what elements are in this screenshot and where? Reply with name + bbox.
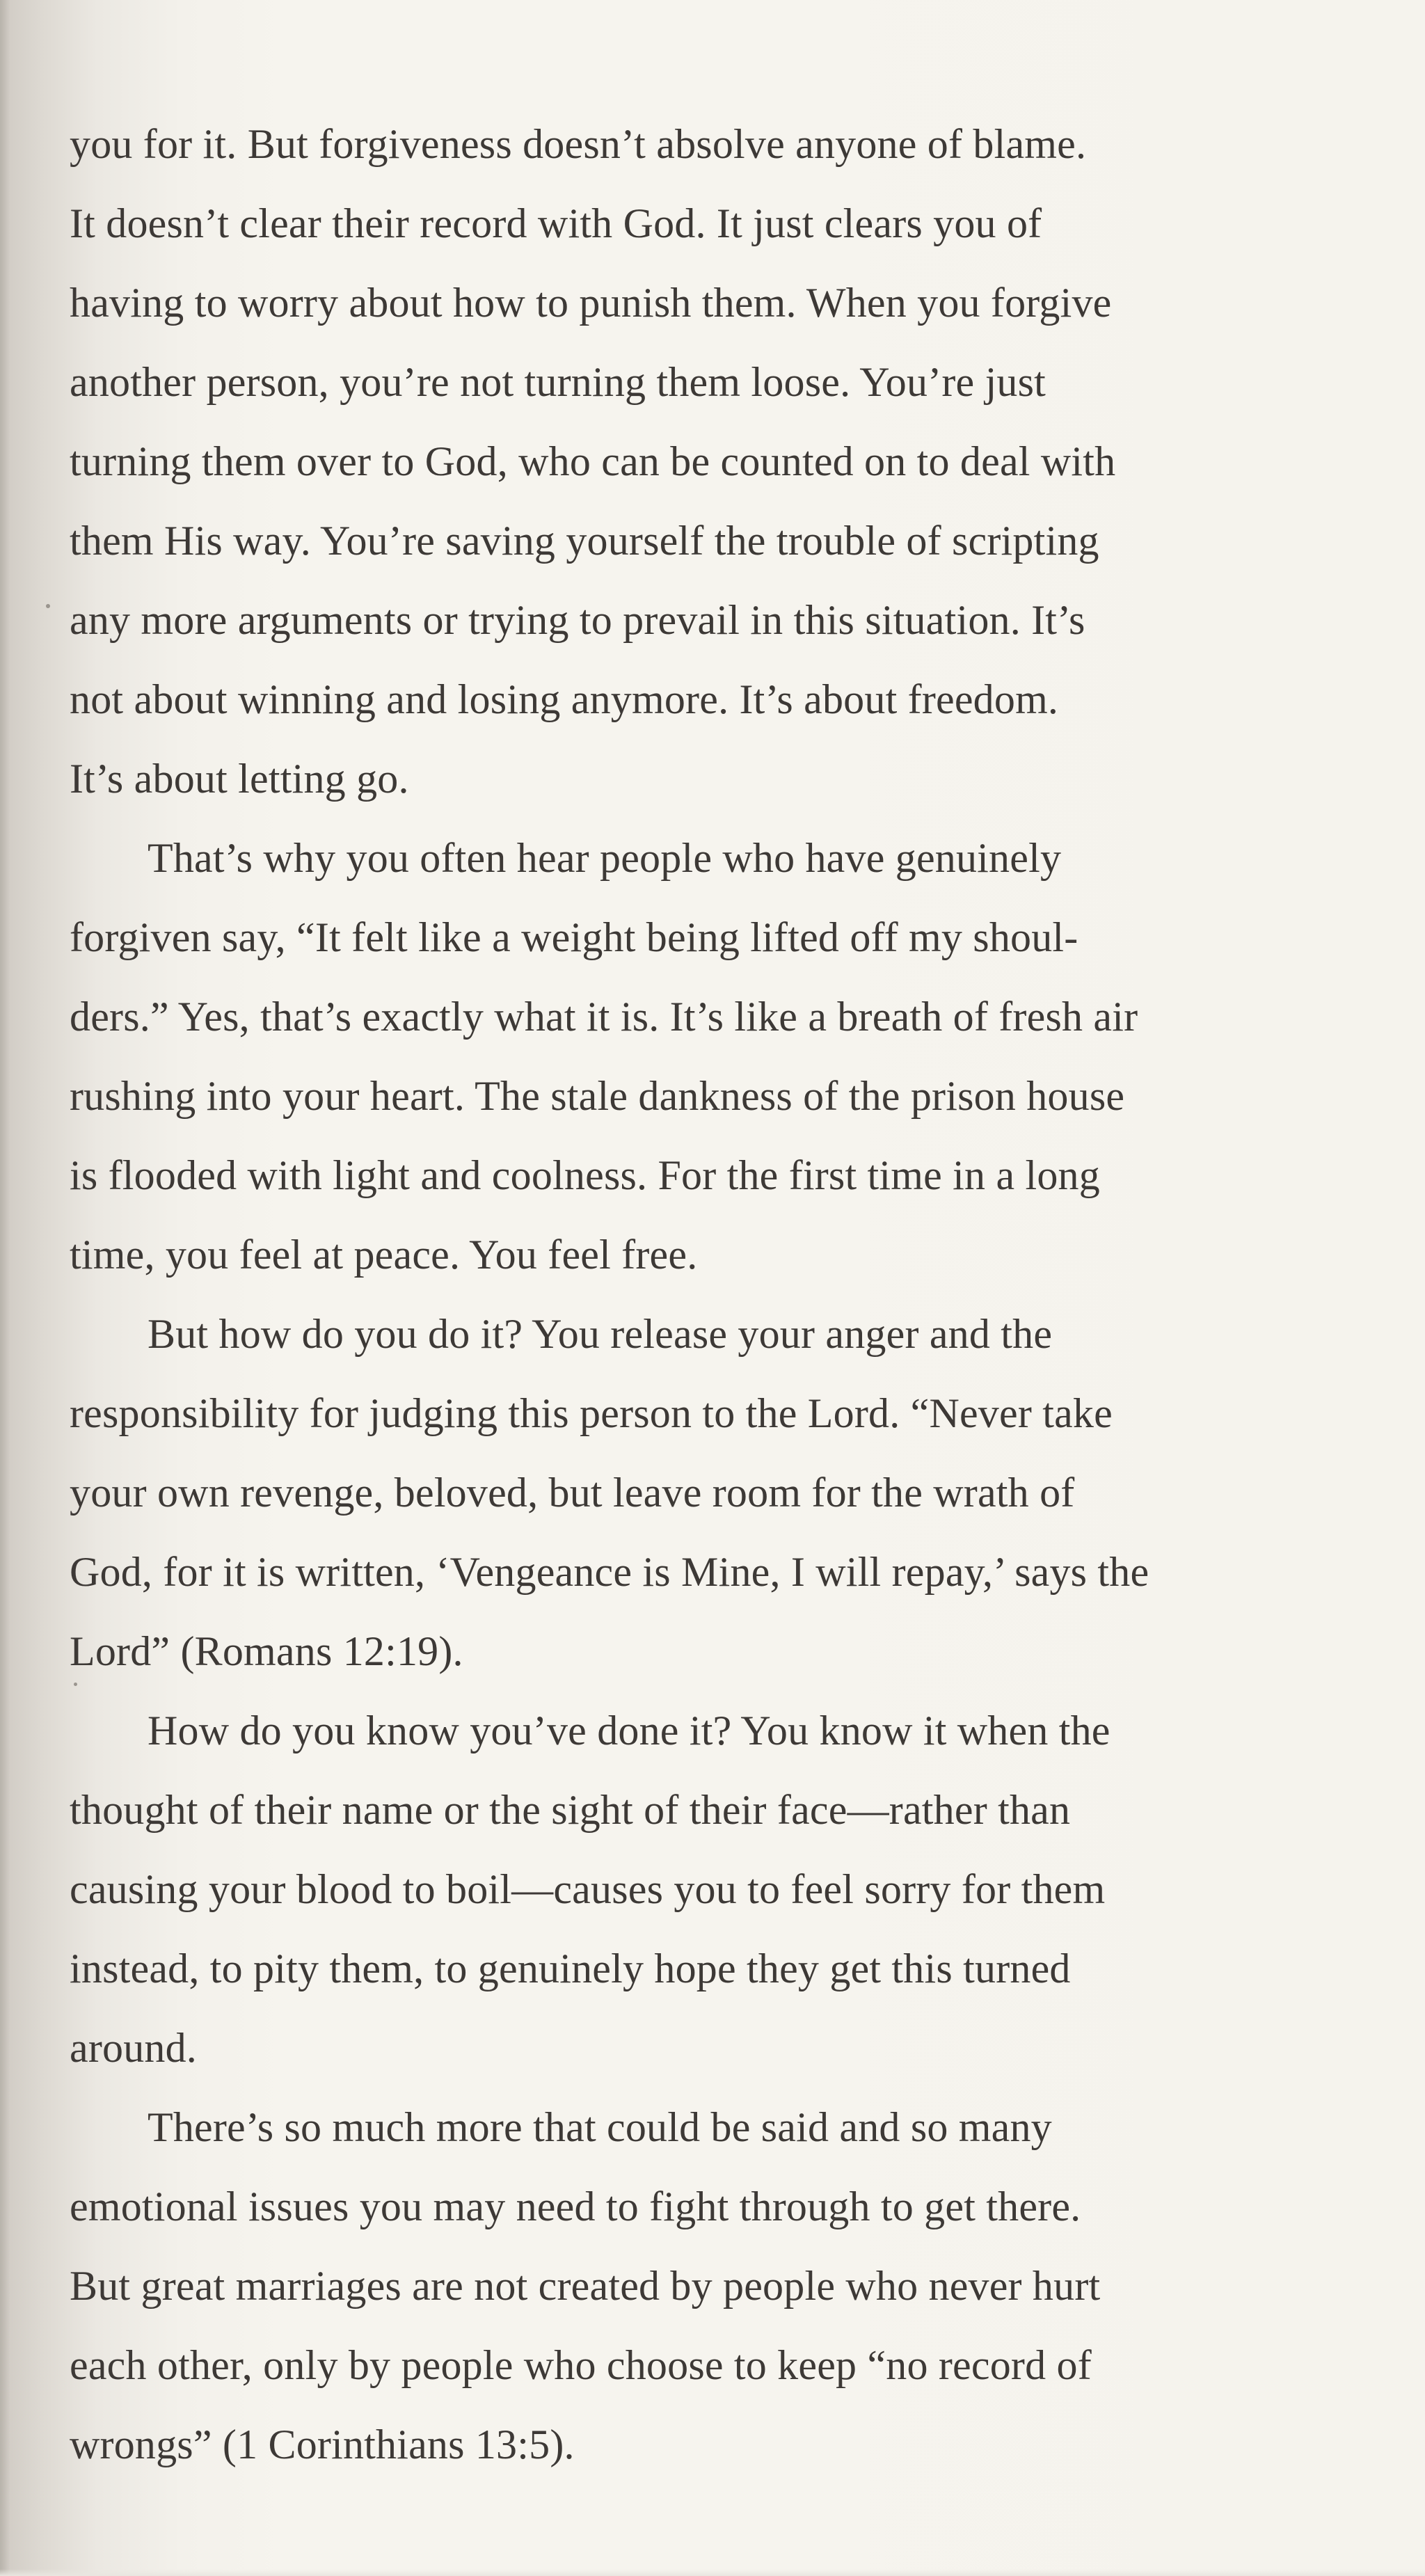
text-line: responsibility for judging this person to the Lord. “Never take (70, 1390, 1113, 1436)
text-line: It doesn’t clear their record with God. It just clears you of (70, 200, 1042, 246)
scan-speck (74, 1683, 77, 1686)
paragraph-4 (70, 1691, 1378, 2088)
text-line: your own revenge, beloved, but leave room for the wrath of (70, 1470, 1075, 1516)
text-line: each other, only by people who choose to keep “no record of (70, 2342, 1092, 2388)
text-line: There’s so much more that could be said and so many (148, 2104, 1052, 2150)
paragraph-2 (70, 818, 1378, 1294)
text-line: But great marriages are not created by people who never hurt (70, 2263, 1101, 2309)
text-line: wrongs” (1 Corinthians 13:5). (70, 2422, 575, 2467)
text-line: another person, you’re not turning them loose. You’re just (70, 359, 1046, 405)
text-line: time, you feel at peace. You feel free. (70, 1232, 698, 1278)
text-line: But how do you do it? You release your anger and the (148, 1311, 1053, 1357)
text-line: How do you know you’ve done it? You know it when the (148, 1708, 1110, 1754)
text-line: instead, to pity them, to genuinely hope they get this turned (70, 1946, 1071, 1991)
text-line: ders.” Yes, that’s exactly what it is. It’s like a breath of fresh air (70, 994, 1138, 1040)
text-line: around. (70, 2025, 198, 2071)
text-line: is flooded with light and coolness. For the first time in a long (70, 1152, 1100, 1198)
text-line: rushing into your heart. The stale dankness of the prison house (70, 1073, 1125, 1119)
text-line: Lord” (Romans 12:19). (70, 1628, 463, 1674)
text-line: It’s about letting go. (70, 756, 409, 802)
text-line: any more arguments or trying to prevail in this situation. It’s (70, 597, 1085, 643)
page-bottom-edge (0, 2569, 1425, 2576)
page-text (70, 104, 1378, 2484)
paragraph-1 (70, 104, 1378, 818)
paragraph-3 (70, 1294, 1378, 1691)
text-line: That’s why you often hear people who have genuinely (148, 835, 1062, 881)
scan-speck (46, 604, 50, 608)
text-line: causing your blood to boil—causes you to feel sorry for them (70, 1866, 1106, 1912)
text-line: turning them over to God, who can be counted on to deal with (70, 438, 1116, 484)
text-line: forgiven say, “It felt like a weight being lifted off my shoul- (70, 914, 1078, 960)
gutter-shadow (0, 0, 10, 2576)
text-line: having to worry about how to punish them. When you forgive (70, 280, 1112, 326)
text-line: God, for it is written, ‘Vengeance is Mine, I will repay,’ says the (70, 1549, 1149, 1595)
text-line: them His way. You’re saving yourself the trouble of scripting (70, 518, 1099, 564)
text-line: not about winning and losing anymore. It’s about freedom. (70, 676, 1059, 722)
text-line: emotional issues you may need to fight through to get there. (70, 2184, 1081, 2229)
paragraph-5 (70, 2088, 1378, 2484)
text-line: you for it. But forgiveness doesn’t absolve anyone of blame. (70, 121, 1087, 167)
text-line: thought of their name or the sight of their face—rather than (70, 1787, 1071, 1833)
